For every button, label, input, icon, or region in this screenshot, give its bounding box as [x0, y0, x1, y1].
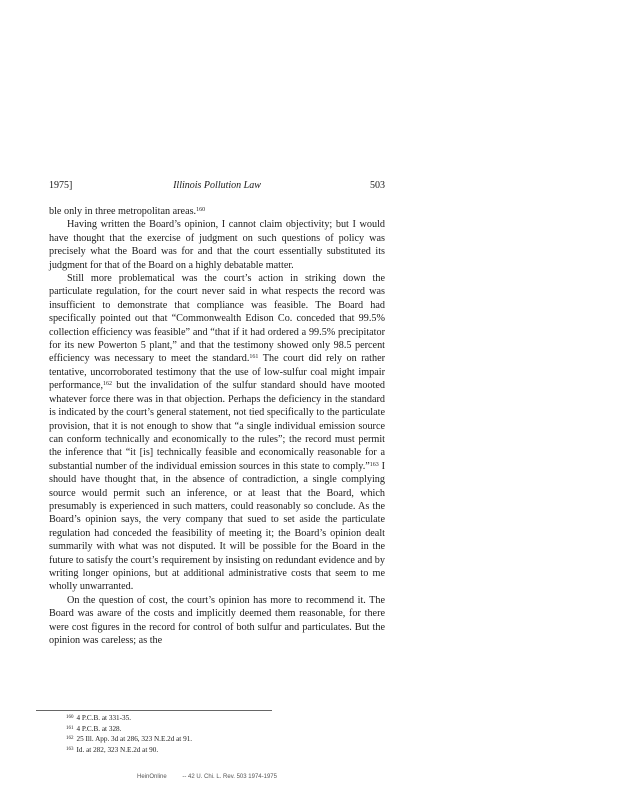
footnote-text: 4 P.C.B. at 331-35.	[76, 714, 132, 722]
header-year: 1975]	[49, 180, 73, 191]
footnote-ref[interactable]: 161	[249, 354, 259, 361]
paragraph	[49, 272, 385, 594]
paragraph-text: Still more problematical was the court’s action in striking down the particulate regulation, for the court never said in what respects the record was insufficient to demonstrate that compliance was feasible. The Board had specifically pointed out that “Commonwealth Edison Co. conceded that 99.5% collection efficiency was feasible” and “that if it had ordered a 99.5% precipitator for its new Powerton 5 plant,” and that the testimony showed only 98.5 percent efficiency was necessary to meet the standard.	[49, 273, 385, 365]
footnote-number: 163	[66, 746, 74, 752]
page-number: 503	[370, 180, 385, 191]
footnote-number: 160	[66, 715, 74, 720]
paragraph-continuation	[49, 205, 385, 218]
paragraph: Having written the Board’s opinion, I cannot claim objectivity; but I would have thought that the exercise of judgment on such questions of policy was precisely what the Board was for and that the court essentially substituted its judgment for that of the Board on a highly debatable matter.	[49, 219, 385, 271]
footnote-text: Id. at 282, 323 N.E.2d at 90.	[76, 745, 159, 754]
paragraph-text: but the invalidation of the sulfur standard should have mooted whatever force there was in that objection. Perhaps the deficiency in the standard is indicated by the court’s general statement, not tied specifically to the particulate provision, that it is not enough to show that “a single individual emission source can conform technically and economically to the rules”; the record must permit the inference that “it [is] technically feasible and economically reasonable for a substantial number of the individual emission sources in this state to comply.”	[49, 380, 385, 472]
footer-citation: -- 42 U. Chi. L. Rev. 503 1974-1975	[182, 774, 277, 780]
header-title: Illinois Pollution Law	[173, 180, 261, 191]
footnote-text: 4 P.C.B. at 328.	[76, 724, 122, 733]
footnote-ref[interactable]: 163	[369, 461, 379, 468]
footnote-ref[interactable]: 160	[196, 207, 206, 213]
page-footer	[137, 773, 397, 781]
article-body	[49, 205, 385, 647]
running-header	[49, 179, 385, 193]
footnote	[66, 724, 366, 735]
footnote-ref[interactable]: 162	[103, 381, 113, 388]
footnote-number: 161	[66, 725, 74, 731]
footnotes	[66, 713, 366, 755]
footnote-text: 25 Ill. App. 3d at 286, 323 N.E.2d at 91.	[76, 735, 193, 744]
paragraph-text: I should have thought that, in the absence of contradiction, a single complying source would permit such an inference, or at least that the Board, which presumably is experienced in such matters, could reasonably so conclude. As the Board’s opinion says, the very company that sued to set aside the particulate regulation had conceded the feasibility of meeting it; the Board’s opinion dealt summarily with what was not disputed. It will be possible for the Board in the future to satisfy the court’s requirement by insisting on redundant evidence and by writing longer opinions, but at additional administrative costs that seem to me wholly unwarranted.	[49, 460, 385, 593]
footnote	[66, 734, 366, 745]
footnote-number: 162	[66, 736, 74, 742]
footnote	[66, 745, 366, 756]
footnote	[66, 713, 366, 724]
paragraph-text: The court did rely on rather tentative, uncorroborated testimony that the use of low-sulfur coal might impair performance,	[49, 353, 385, 392]
footnote-divider	[36, 710, 272, 711]
footer-brand[interactable]: HeinOnline	[137, 774, 167, 780]
paragraph-text: ble only in three metropolitan areas.	[49, 206, 197, 217]
paragraph: On the question of cost, the court’s opinion has more to recommend it. The Board was aware of the costs and implicitly deemed them reasonable, for there were cost figures in the record for control of both sulfur and particulates. But the opinion was careless; as the	[49, 594, 385, 646]
